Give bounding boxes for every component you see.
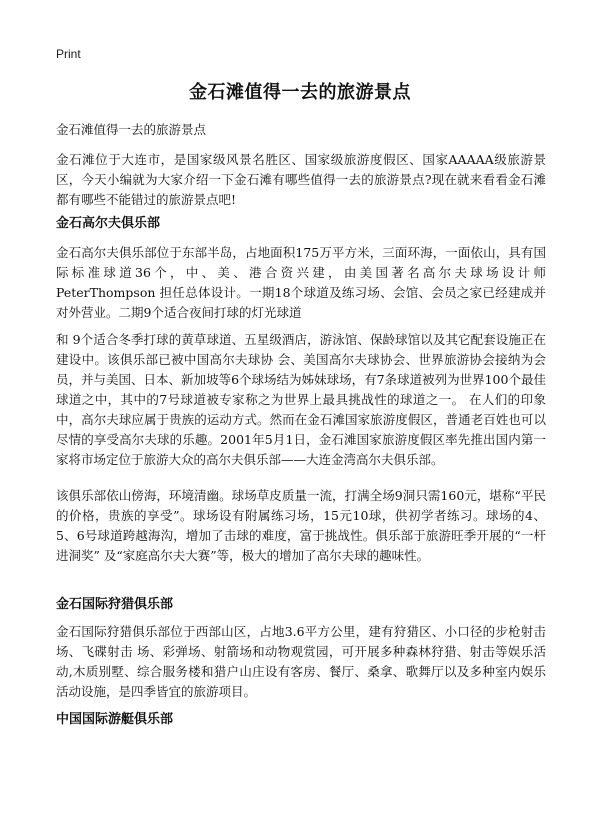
section-heading-hunting: 金石国际狩猎俱乐部	[56, 597, 174, 612]
section-heading-yacht: 中国国际游艇俱乐部	[56, 712, 174, 727]
print-label[interactable]: Print	[56, 47, 81, 61]
golf-paragraph-3: 该俱乐部依山傍海，环境清幽。球场草皮质量一流，打满全场9洞只需160元，堪称“平民的价格，贵族的享受”。球场设有附属练习场，15元10球，供初学者练习。球场的4、5、6号球道跨越海沟，增加了击球的难度，富于挑战性。俱乐部于旅游旺季开展的“一杆进洞奖” 及“家庭高尔夫大赛”等，极大的增加了高尔夫球的趣味性。	[56, 488, 546, 563]
golf-paragraph-2: 和 9个适合冬季打球的黄草球道、五星级酒店，游泳馆、保龄球馆以及其它配套设施正在建设中。该俱乐部已被中国高尔夫球协 会、美国高尔夫球协会、世界旅游协会接纳为会员，并与美国、日本、新加坡等6个球场结为姊妹球场，有7条球道被列为世界100个最佳球道之中，其中的7号球道被专家称之为世界上最具挑战性的球道之一。 在人们的印象中，高尔夫球应属于贵族的运动方式。然而在金石滩国家旅游度假区，普通老百姓也可以尽情的享受高尔夫球的乐趣。2001年5月1日，金石滩国家旅游度假区率先推出国内第一家将市场定位于旅游大众的高尔夫俱乐部——大连金湾高尔夫俱乐部。	[56, 332, 546, 467]
golf-paragraph-1: 金石高尔夫俱乐部位于东部半岛，占地面积175万平方米，三面环海，一面依山，具有国际标准球道36个，中、美、港合资兴建，由美国著名高尔夫球场设计师PeterThompson 担任总体设计。一期18个球道及练习场、会馆、会员之家已经建成并对外营业。二期9个适合夜间打球的灯光球道	[56, 245, 546, 320]
section-heading-golf: 金石高尔夫俱乐部	[56, 216, 161, 231]
subtitle: 金石滩值得一去的旅游景点	[56, 122, 207, 137]
intro-paragraph: 金石滩位于大连市，是国家级风景名胜区、国家级旅游度假区、国家AAAAA级旅游景区，今天小编就为大家介绍一下金石滩有哪些值得一去的旅游景点?现在就来看看金石滩都有哪些不能错过的旅游景点吧!	[56, 152, 546, 207]
page-title: 金石滩值得一去的旅游景点	[189, 82, 411, 103]
hunting-paragraph-1: 金石国际狩猎俱乐部位于西部山区，占地3.6平方公里，建有狩猎区、小口径的步枪射击场、飞碟射击 场、彩弹场、射箭场和动物观赏园，可开展多种森林狩猎、射击等娱乐活动,木质别墅、综合服务楼和猎户山庄设有客房、餐厅、桑拿、歌舞厅以及多种室内娱乐活动设施，是四季皆宜的旅游项目。	[56, 624, 546, 699]
